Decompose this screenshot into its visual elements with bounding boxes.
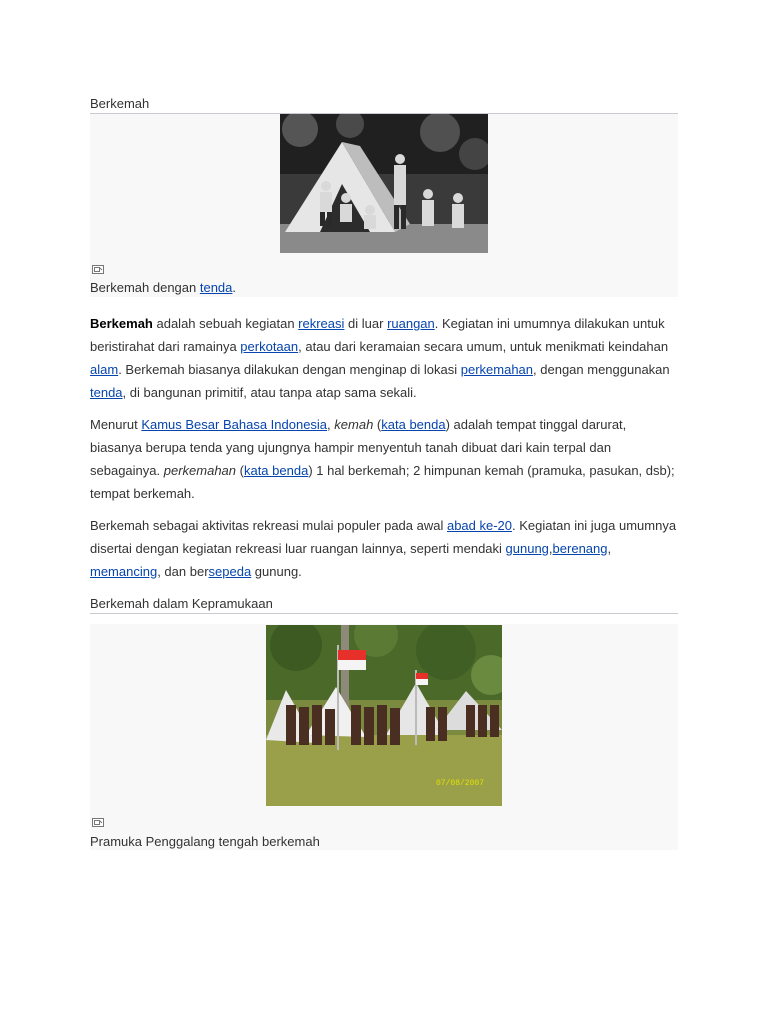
bold-term: Berkemah [90, 316, 153, 331]
figure-caption: Pramuka Penggalang tengah berkemah [90, 834, 320, 849]
figure-tent [90, 114, 678, 297]
figure-scouts [90, 624, 678, 850]
link-alam[interactable]: alam [90, 362, 119, 377]
link-kata-benda[interactable]: kata benda [381, 417, 446, 432]
section-heading-berkemah: Berkemah [90, 96, 678, 114]
link-memancing[interactable]: memancing [90, 564, 158, 579]
scouts-photo [266, 625, 502, 806]
link-tenda[interactable]: tenda [90, 385, 123, 400]
figure-caption: Berkemah dengan tenda. [90, 280, 237, 295]
paragraph-1: Berkemah adalah sebuah kegiatan rekreasi di luar ruangan. Kegiatan ini umumnya dilakukan untuk beristirahat dari ramainya perkotaan, atau dari keramaian secara umum, untuk menikmati keindahan alam. Berkemah biasanya dilakukan dengan menginap di lokasi perkemahan, dengan menggunakan tenda, di bangunan primitif, atau tanpa atap sama sekali. [90, 316, 670, 400]
link-kata-benda-2[interactable]: kata benda [243, 463, 309, 478]
link-perkemahan[interactable]: perkemahan [460, 362, 534, 377]
paragraph-3: Berkemah sebagai aktivitas rekreasi mulai populer pada awal abad ke-20. Kegiatan ini juga umumnya disertai dengan kegiatan rekreasi luar ruangan lainnya, seperti mendaki gunung,berenang, memancing, dan bersepeda gunung. [90, 518, 677, 579]
link-gunung[interactable]: gunung [505, 541, 549, 556]
link-tenda-caption[interactable]: tenda [199, 280, 233, 295]
link-abad-ke-20[interactable]: abad ke-20 [446, 518, 513, 533]
tent-photo [280, 114, 488, 253]
link-berenang[interactable]: berenang [552, 541, 608, 556]
magnify-icon[interactable] [92, 265, 104, 274]
link-perkotaan[interactable]: perkotaan [240, 339, 299, 354]
link-rekreasi[interactable]: rekreasi [298, 316, 345, 331]
photo-date-stamp: 07/08/2007 [436, 779, 485, 788]
section-heading-kepramukaan: Berkemah dalam Kepramukaan [90, 596, 678, 614]
paragraph-2: Menurut Kamus Besar Bahasa Indonesia, kemah (kata benda) adalah tempat tinggal darurat, biasanya berupa tenda yang ujungnya hampir menyentuh tanah dibuat dari kain terpal dan sebagainya. perkemahan (kata benda) 1 hal berkemah; 2 himpunan kemah (pramuka, pasukan, dsb); tempat berkemah. [90, 417, 675, 501]
link-sepeda[interactable]: sepeda [208, 564, 252, 579]
magnify-icon[interactable] [92, 818, 104, 827]
link-kbbi[interactable]: Kamus Besar Bahasa Indonesia [141, 417, 328, 432]
link-ruangan[interactable]: ruangan [387, 316, 435, 331]
